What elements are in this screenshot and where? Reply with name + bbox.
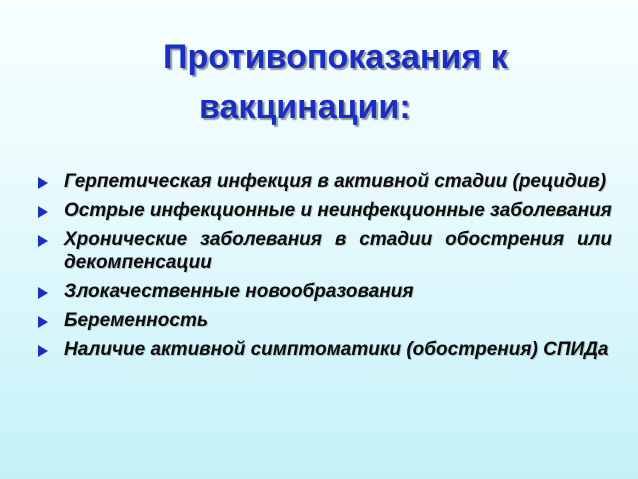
slide-title — [0, 32, 638, 132]
slide-title-line-1: Противопоказания к — [163, 38, 508, 76]
triangle-bullet-icon — [38, 316, 48, 328]
list-item-text: Острые инфекционные и неинфекционные заболевания — [64, 200, 612, 221]
list-item-text: Хронические заболевания в стадии обострения или декомпенсации — [64, 229, 612, 273]
triangle-bullet-icon — [38, 177, 48, 189]
triangle-bullet-icon — [38, 287, 48, 299]
list-item-text: Беременность — [64, 310, 209, 331]
list-item-text: Злокачественные новообразования — [64, 281, 414, 302]
slide-title-line-2: вакцинации: — [199, 88, 411, 126]
list-item — [36, 280, 612, 303]
list-item — [36, 170, 612, 193]
list-item — [36, 228, 612, 274]
list-item-text: Наличие активной симптоматики (обострения) СПИДа — [64, 339, 609, 360]
triangle-bullet-icon — [38, 345, 48, 357]
contraindications-list — [36, 170, 612, 367]
list-item — [36, 309, 612, 332]
list-item — [36, 199, 612, 222]
list-item — [36, 338, 612, 361]
list-item-text: Герпетическая инфекция в активной стадии (рецидив) — [64, 171, 607, 192]
triangle-bullet-icon — [38, 206, 48, 218]
triangle-bullet-icon — [38, 235, 48, 247]
